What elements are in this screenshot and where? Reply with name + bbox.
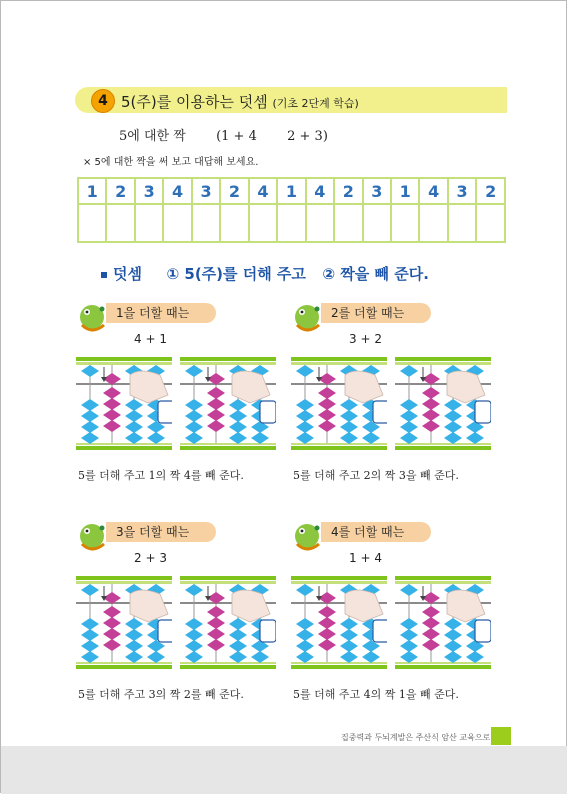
abacus-frame <box>291 576 387 676</box>
abacus-frame <box>76 357 172 457</box>
page-marker <box>491 727 511 745</box>
example-equation: 3 + 2 <box>349 332 382 346</box>
abacus-frame <box>395 576 491 676</box>
pair-right: 2 + 3) <box>287 129 328 144</box>
mascot <box>76 297 108 333</box>
example-equation: 1 + 4 <box>349 551 382 565</box>
example-label: 1을 더할 때는 <box>106 303 216 323</box>
exercise-number-cell: 3 <box>363 178 391 204</box>
footer-text: 집중력과 두뇌계발은 주산식 암산 교육으로 <box>341 733 491 742</box>
example-caption: 5를 더해 주고 2의 짝 3을 빼 준다. <box>293 469 459 482</box>
mascot <box>291 516 323 552</box>
exercise-number-cell: 3 <box>135 178 163 204</box>
exercise-number-cell: 1 <box>78 178 106 204</box>
answer-cell[interactable] <box>391 204 419 242</box>
abacus-illustration <box>395 357 491 453</box>
answer-cell[interactable] <box>419 204 447 242</box>
abacus-illustration <box>180 576 276 672</box>
exercise-number-cell: 2 <box>334 178 362 204</box>
section-title <box>121 91 359 112</box>
abacus-frame <box>180 576 276 676</box>
abacus-illustration <box>180 357 276 453</box>
bullet-square-icon <box>101 272 107 278</box>
abacus-frame <box>395 357 491 457</box>
answer-cell[interactable] <box>306 204 334 242</box>
answer-cell[interactable] <box>135 204 163 242</box>
section-title-text: 5(주)를 이용하는 덧셈 <box>121 93 268 111</box>
exercise-number-cell: 3 <box>192 178 220 204</box>
mascot-icon <box>76 297 108 333</box>
example-caption: 5를 더해 주고 1의 짝 4를 빼 준다. <box>78 469 244 482</box>
example-caption: 5를 더해 주고 4의 짝 1을 빼 준다. <box>293 688 459 701</box>
answer-cell[interactable] <box>78 204 106 242</box>
abacus-illustration <box>76 357 172 453</box>
exercise-answer-row <box>78 204 505 242</box>
answer-cell[interactable] <box>363 204 391 242</box>
answer-cell[interactable] <box>106 204 134 242</box>
example-equation: 2 + 3 <box>134 551 167 565</box>
abacus-frame <box>76 576 172 676</box>
instruction-text: × 5에 대한 짝을 써 보고 대답해 보세요. <box>83 157 259 168</box>
exercise-number-row <box>78 178 505 204</box>
rule-title: 덧셈 <box>113 265 142 283</box>
mascot <box>76 516 108 552</box>
exercise-number-cell: 3 <box>448 178 476 204</box>
example-label: 2를 더할 때는 <box>321 303 431 323</box>
rule-heading <box>101 263 429 284</box>
exercise-number-cell: 1 <box>277 178 305 204</box>
pair-line <box>119 125 328 144</box>
mascot-icon <box>291 516 323 552</box>
section-number-badge: 4 <box>91 89 115 113</box>
abacus-frame <box>291 357 387 457</box>
answer-cell[interactable] <box>448 204 476 242</box>
mascot <box>291 297 323 333</box>
abacus-illustration <box>76 576 172 672</box>
example-label: 4를 더할 때는 <box>321 522 431 542</box>
example-caption: 5를 더해 주고 3의 짝 2를 빼 준다. <box>78 688 244 701</box>
exercise-grid <box>77 177 506 243</box>
abacus-frame <box>180 357 276 457</box>
answer-cell[interactable] <box>249 204 277 242</box>
section-subtitle: (기초 2단계 학습) <box>272 97 359 110</box>
mascot-icon <box>291 297 323 333</box>
exercise-number-cell: 4 <box>306 178 334 204</box>
exercise-number-cell: 4 <box>163 178 191 204</box>
abacus-illustration <box>395 576 491 672</box>
exercise-number-cell: 2 <box>220 178 248 204</box>
exercise-number-cell: 2 <box>106 178 134 204</box>
example-label: 3을 더할 때는 <box>106 522 216 542</box>
mascot-icon <box>76 516 108 552</box>
example-equation: 4 + 1 <box>134 332 167 346</box>
pair-label: 5에 대한 짝 <box>119 129 186 144</box>
abacus-illustration <box>291 357 387 453</box>
exercise-number-cell: 4 <box>419 178 447 204</box>
rule-step-2: ② 짝을 빼 준다. <box>322 265 429 283</box>
answer-cell[interactable] <box>163 204 191 242</box>
answer-cell[interactable] <box>220 204 248 242</box>
abacus-illustration <box>291 576 387 672</box>
footer-band <box>1 746 567 794</box>
answer-cell[interactable] <box>277 204 305 242</box>
answer-cell[interactable] <box>476 204 505 242</box>
pair-left: (1 + 4 <box>216 129 257 144</box>
answer-cell[interactable] <box>192 204 220 242</box>
rule-step-1: ① 5(주)를 더해 주고 <box>166 265 306 283</box>
exercise-number-cell: 4 <box>249 178 277 204</box>
exercise-number-cell: 1 <box>391 178 419 204</box>
answer-cell[interactable] <box>334 204 362 242</box>
exercise-number-cell: 2 <box>476 178 505 204</box>
